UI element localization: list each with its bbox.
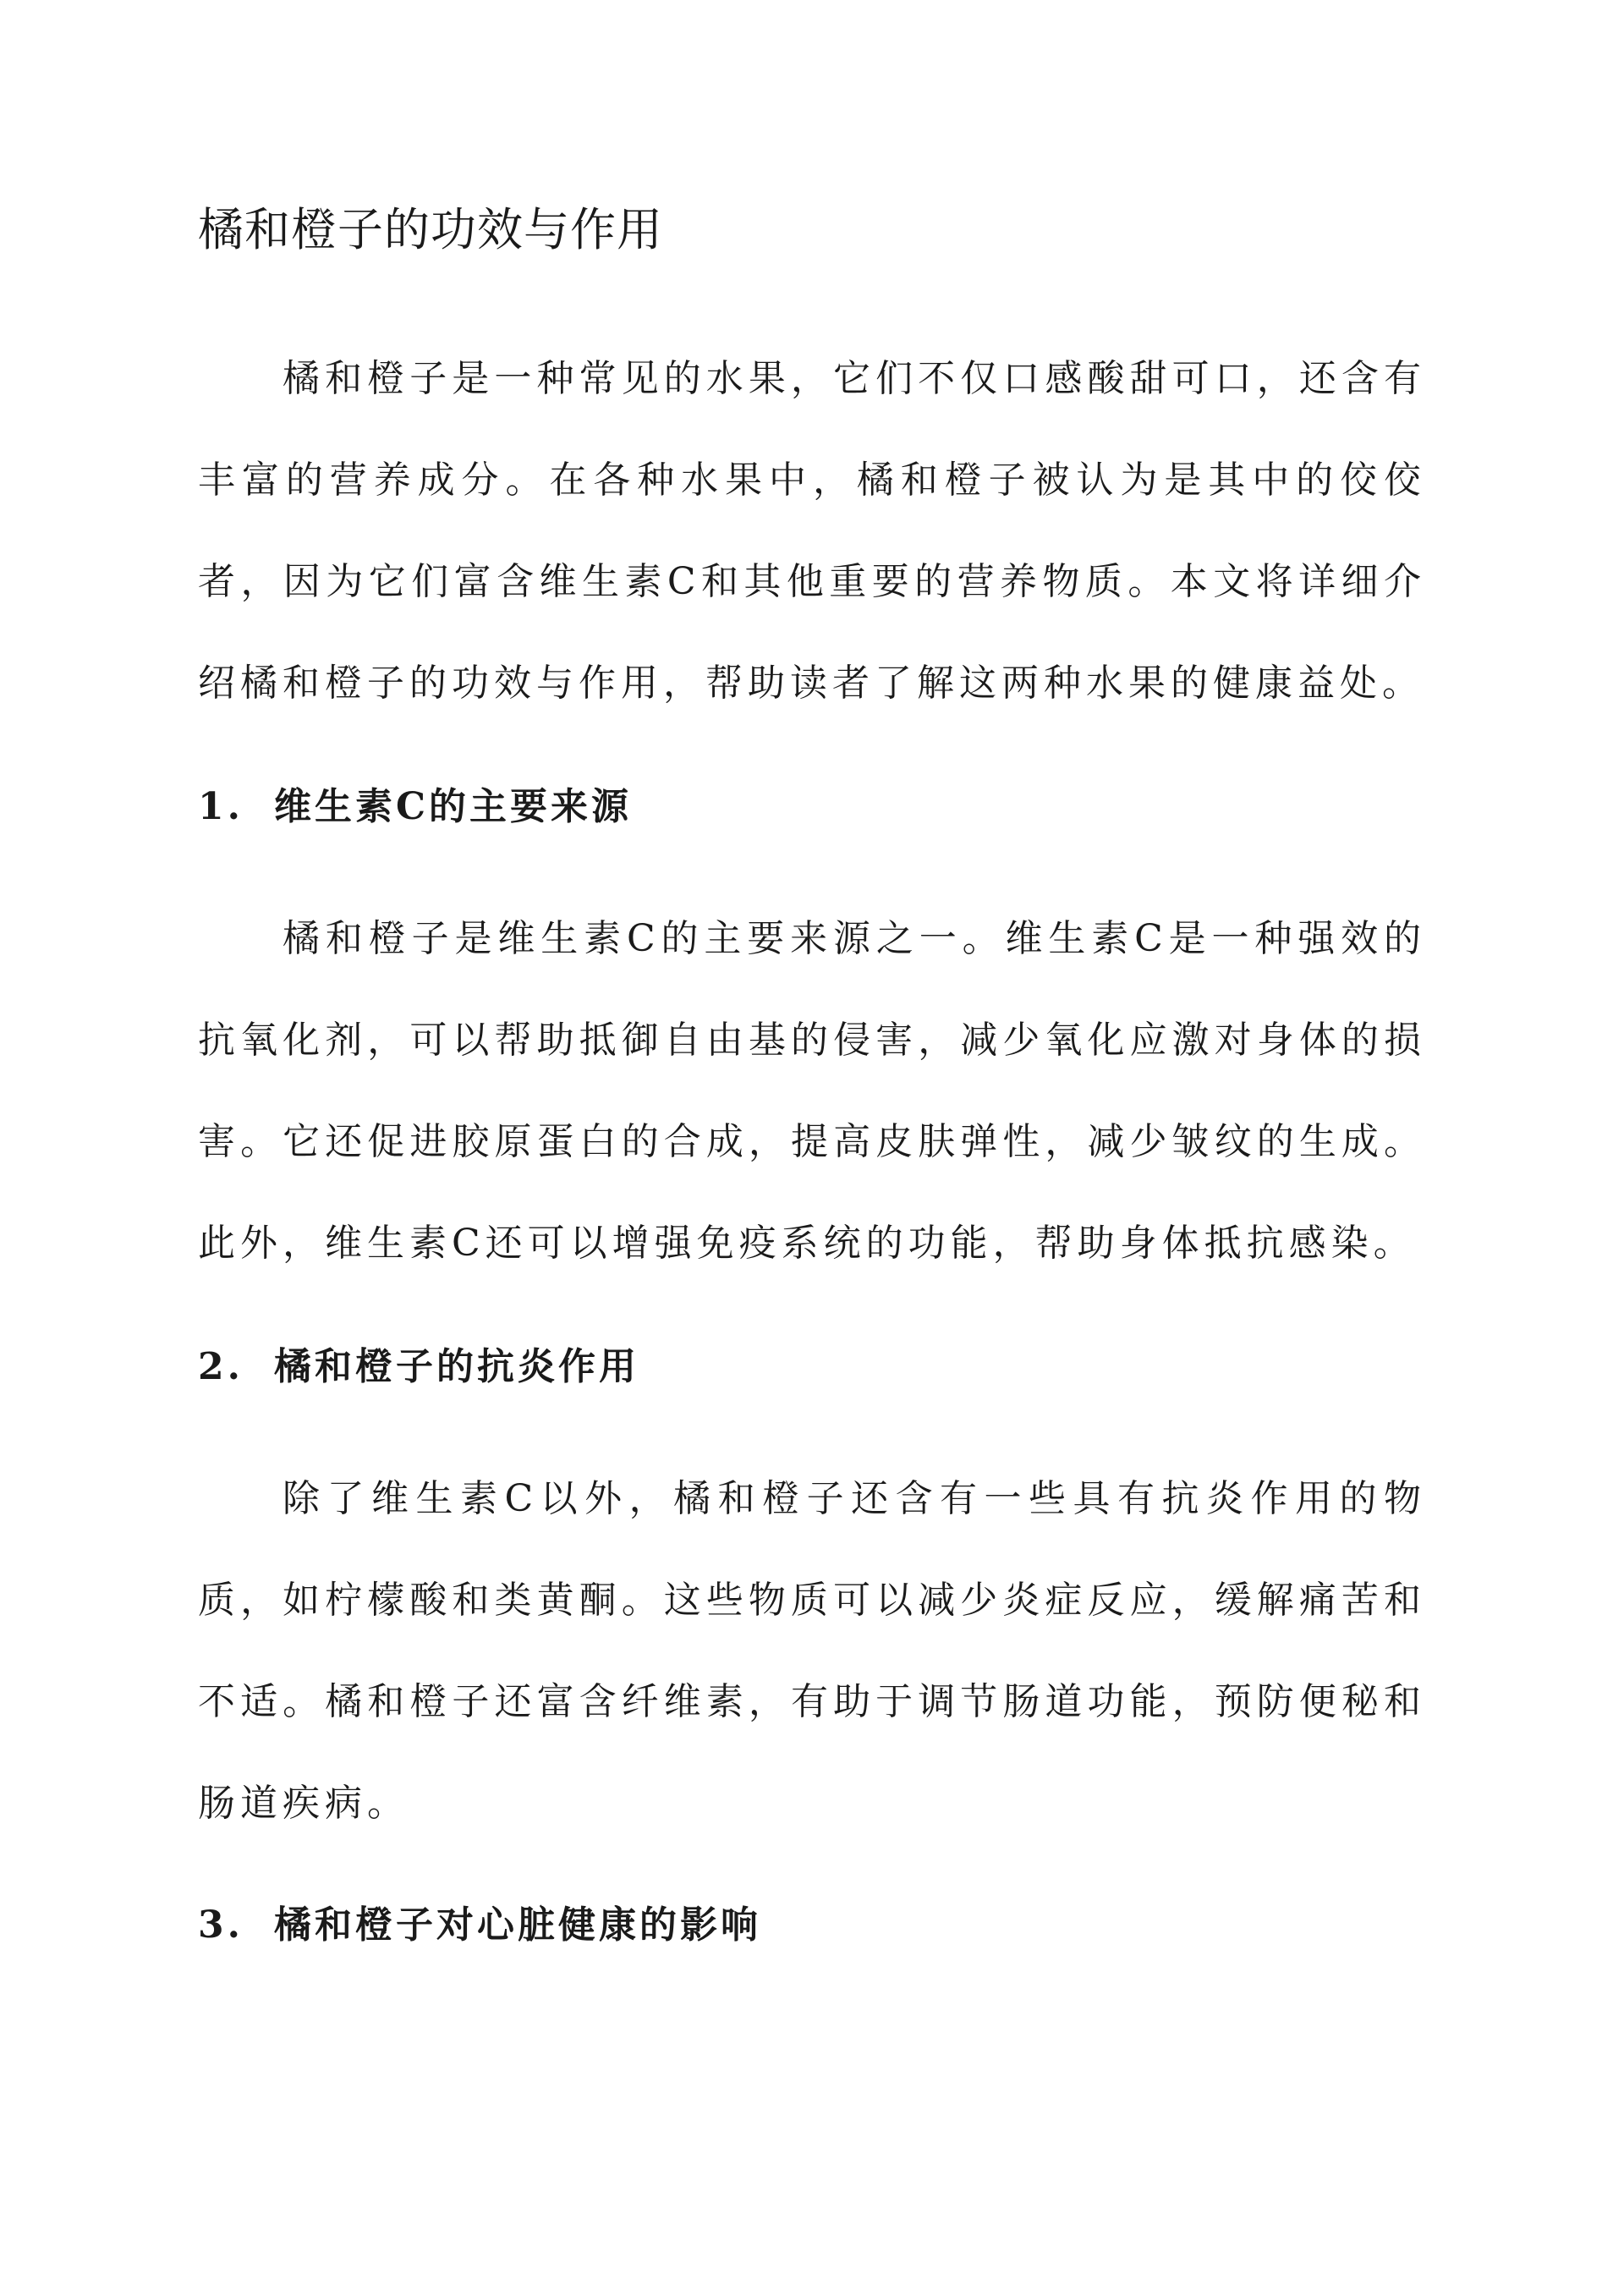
section-body-1: 橘和橙子是维生素C的主要来源之一。维生素C是一种强效的抗氧化剂，可以帮助抵御自由基的侵害，减少氧化应激对身体的损害。它还促进胶原蛋白的合成，提高皮肤弹性，减少皱纹的生成。此外，维生素C还可以增强免疫系统的功能，帮助身体抵抗感染。 — [198, 917, 1426, 1265]
section-heading-2 — [198, 1333, 1426, 1401]
section-heading-text-3: 橘和橙子对心脏健康的影响 — [274, 1903, 761, 1947]
section-body-2: 除了维生素C以外，橘和橙子还含有一些具有抗炎作用的物质，如柠檬酸和类黄酮。这些物质可以减少炎症反应，缓解痛苦和不适。橘和橙子还富含纤维素，有助于调节肠道功能，预防便秘和肠道疾病。 — [198, 1477, 1426, 1825]
section-heading-1 — [198, 773, 1426, 841]
intro-paragraph: 橘和橙子是一种常见的水果，它们不仅口感酸甜可口，还含有丰富的营养成分。在各种水果中，橘和橙子被认为是其中的佼佼者，因为它们富含维生素C和其他重要的营养物质。本文将详细介绍橘和橙子的功效与作用，帮助读者了解这两种水果的健康益处。 — [198, 357, 1426, 705]
document-title: 橘和橙子的功效与作用 — [198, 203, 663, 256]
section-number-3: 3. — [198, 1903, 244, 1947]
section-heading-3 — [198, 1892, 1426, 1959]
section-heading-text-2: 橘和橙子的抗炎作用 — [274, 1345, 639, 1388]
section-number-1: 1. — [198, 785, 244, 828]
section-heading-text-1: 维生素C的主要来源 — [274, 785, 633, 828]
section-number-2: 2. — [198, 1345, 244, 1388]
